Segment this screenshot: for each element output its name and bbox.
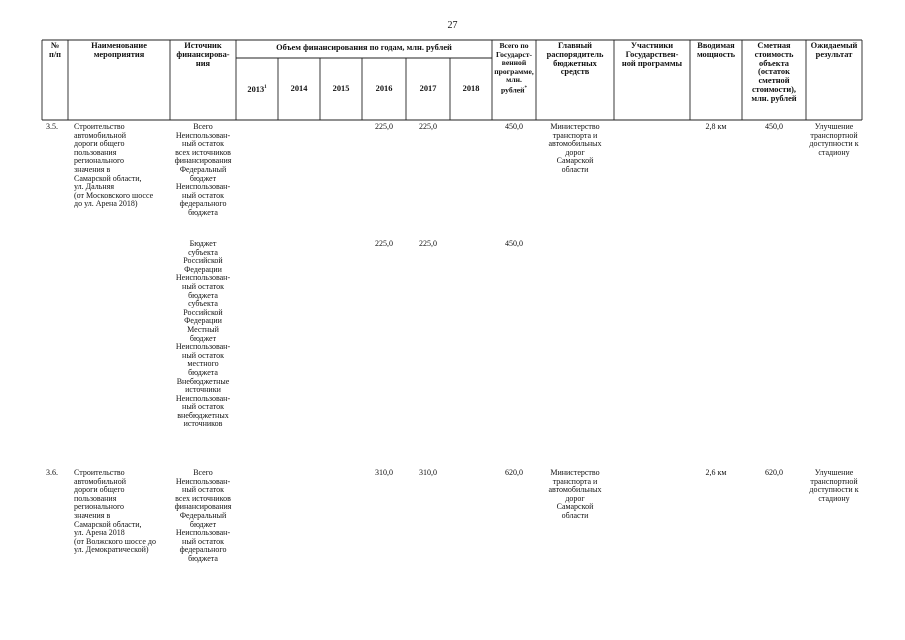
header-capacity: Вводимая мощность bbox=[696, 41, 736, 59]
header-year-2013: 2013$^1$ bbox=[247, 84, 267, 94]
header-year-2015: 2015 bbox=[332, 84, 350, 93]
header-funding-group: Объем финансирования по годам, млн. рублей bbox=[276, 43, 452, 52]
row-3-5-sources-b: Бюджет субъекта Российской Федерации Неиспользован- ный остаток бюджета субъекта Российской Федерации Местный бюджет Неиспользован- ный остаток местного бюджета Внебюджетные источники Неиспользован- ный остаток внебюджетных источников bbox=[175, 239, 231, 429]
header-source: Источник финансирова- ния bbox=[176, 41, 230, 68]
row-3-5-name: Строительство автомобильной дороги общего пользования регионального значения в Самарской области, ул. Дальняя (от Московского шоссе до ул. Арена 2018) bbox=[74, 122, 154, 209]
header-year-2016: 2016 bbox=[375, 84, 393, 93]
row-3-5-subject-2017: 225,0 bbox=[419, 239, 437, 248]
row-3-5-subject-total: 450,0 bbox=[505, 239, 523, 248]
row-3-6-cost: 620,0 bbox=[765, 468, 783, 477]
header-result: Ожидаемый результат bbox=[810, 41, 858, 59]
row-3-5-result: Улучшение транспортной доступности к стадиону bbox=[809, 122, 859, 157]
row-3-6-num: 3.6. bbox=[46, 468, 58, 477]
header-year-2014: 2014 bbox=[290, 84, 308, 93]
row-3-5-total: 450,0 bbox=[505, 122, 523, 131]
header-total: Всего по Государст- венной программе, млн. рублей* bbox=[494, 41, 534, 95]
row-3-5-num: 3.5. bbox=[46, 122, 58, 131]
header-year-2018: 2018 bbox=[462, 84, 480, 93]
header-year-2017: 2017 bbox=[419, 84, 437, 93]
row-3-6-result: Улучшение транспортной доступности к стадиону bbox=[809, 468, 859, 503]
row-3-6-capacity: 2,6 км bbox=[705, 468, 727, 477]
row-3-6-sources-a: Всего Неиспользован- ный остаток всех источников финансирования Федеральный бюджет Неиспользован- ный остаток федерального бюджета bbox=[174, 468, 232, 563]
row-3-5-2017: 225,0 bbox=[419, 122, 437, 131]
row-3-5-sources-a: Всего Неиспользован- ный остаток всех источников финансирования Федеральный бюджет Неиспользован- ный остаток федерального бюджета bbox=[174, 122, 232, 217]
row-3-6-2017: 310,0 bbox=[419, 468, 437, 477]
row-3-5-cost: 450,0 bbox=[765, 122, 783, 131]
row-3-5-2016: 225,0 bbox=[375, 122, 393, 131]
row-3-5-capacity: 2,8 км bbox=[705, 122, 727, 131]
row-3-6-2016: 310,0 bbox=[375, 468, 393, 477]
row-3-6-total: 620,0 bbox=[505, 468, 523, 477]
row-3-5-manager: Министерство транспорта и автомобильных дорог Самарской области bbox=[548, 122, 602, 174]
row-3-6-manager: Министерство транспорта и автомобильных дорог Самарской области bbox=[548, 468, 602, 520]
header-manager: Главный распорядитель бюджетных средств bbox=[546, 41, 604, 77]
header-participants: Участники Государствен- ной программы bbox=[621, 41, 683, 68]
header-num: № п/п bbox=[49, 41, 61, 59]
page-number: 27 bbox=[447, 20, 458, 31]
header-cost: Сметная стоимость объекта (остаток сметной стоимости), млн. рублей bbox=[751, 41, 797, 103]
header-name: Наименование мероприятия bbox=[91, 41, 147, 59]
row-3-5-subject-2016: 225,0 bbox=[375, 239, 393, 248]
row-3-6-name: Строительство автомобильной дороги общего пользования регионального значения в Самарской области, ул. Арена 2018 (от Волжского шоссе до ул. Демократической) bbox=[74, 468, 156, 555]
